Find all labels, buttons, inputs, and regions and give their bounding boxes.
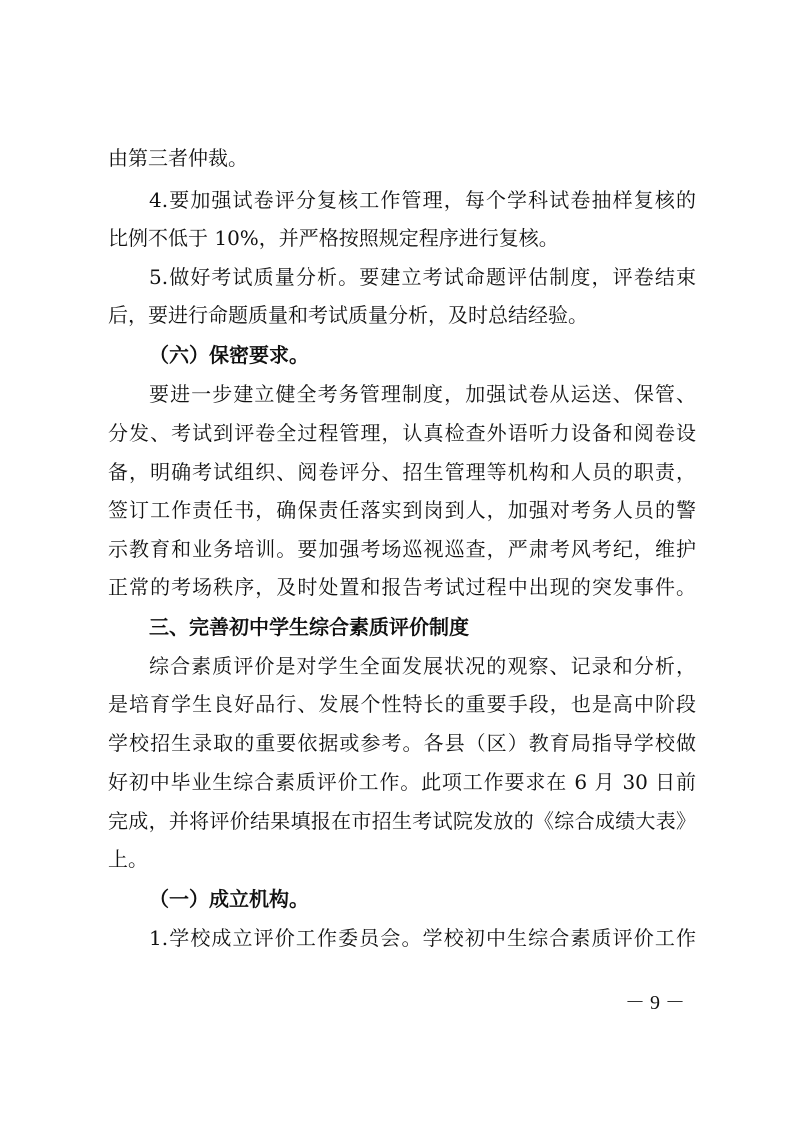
- section-heading: （一）成立机构。: [149, 887, 309, 911]
- text-line: 后，要进行命题质量和考试质量分析，及时总结经验。: [108, 303, 588, 327]
- text-line: 5.做好考试质量分析。要建立考试命题评估制度，评卷结束: [149, 265, 696, 289]
- text-line: 分发、考试到评卷全过程管理，认真检查外语听力设备和阅卷设: [108, 421, 696, 445]
- text-line: 学校招生录取的重要依据或参考。各县（区）教育局指导学校做: [108, 731, 696, 755]
- text-line: 要进一步建立健全考务管理制度，加强试卷从运送、保管、: [149, 382, 696, 406]
- text-line: 是培育学生良好品行、发展个性特长的重要手段，也是高中阶段: [108, 692, 696, 716]
- text-line: 4.要加强试卷评分复核工作管理，每个学科试卷抽样复核的: [149, 188, 696, 212]
- text-line: 示教育和业务培训。要加强考场巡视巡查，严肃考风考纪，维护: [108, 537, 696, 561]
- page-number: － 9 －: [625, 992, 685, 1014]
- section-heading: 三、完善初中学生综合素质评价制度: [149, 615, 469, 639]
- text-line: 1.学校成立评价工作委员会。学校初中生综合素质评价工作: [149, 926, 696, 950]
- section-heading: （六）保密要求。: [149, 343, 309, 367]
- text-line: 完成，并将评价结果填报在市招生考试院发放的《综合成绩大表》: [108, 809, 696, 833]
- text-line: 比例不低于 10%，并严格按照规定程序进行复核。: [108, 226, 559, 250]
- text-line: 由第三者仲裁。: [108, 146, 248, 170]
- text-line: 好初中毕业生综合素质评价工作。此项工作要求在 6 月 30 日前: [108, 770, 696, 794]
- text-line: 综合素质评价是对学生全面发展状况的观察、记录和分析，: [149, 654, 696, 678]
- text-line: 备，明确考试组织、阅卷评分、招生管理等机构和人员的职责，: [108, 460, 696, 484]
- text-line: 正常的考场秩序，及时处置和报告考试过程中出现的突发事件。: [108, 575, 696, 599]
- text-line: 签订工作责任书，确保责任落实到岗到人，加强对考务人员的警: [108, 498, 696, 522]
- text-line: 上。: [108, 847, 148, 871]
